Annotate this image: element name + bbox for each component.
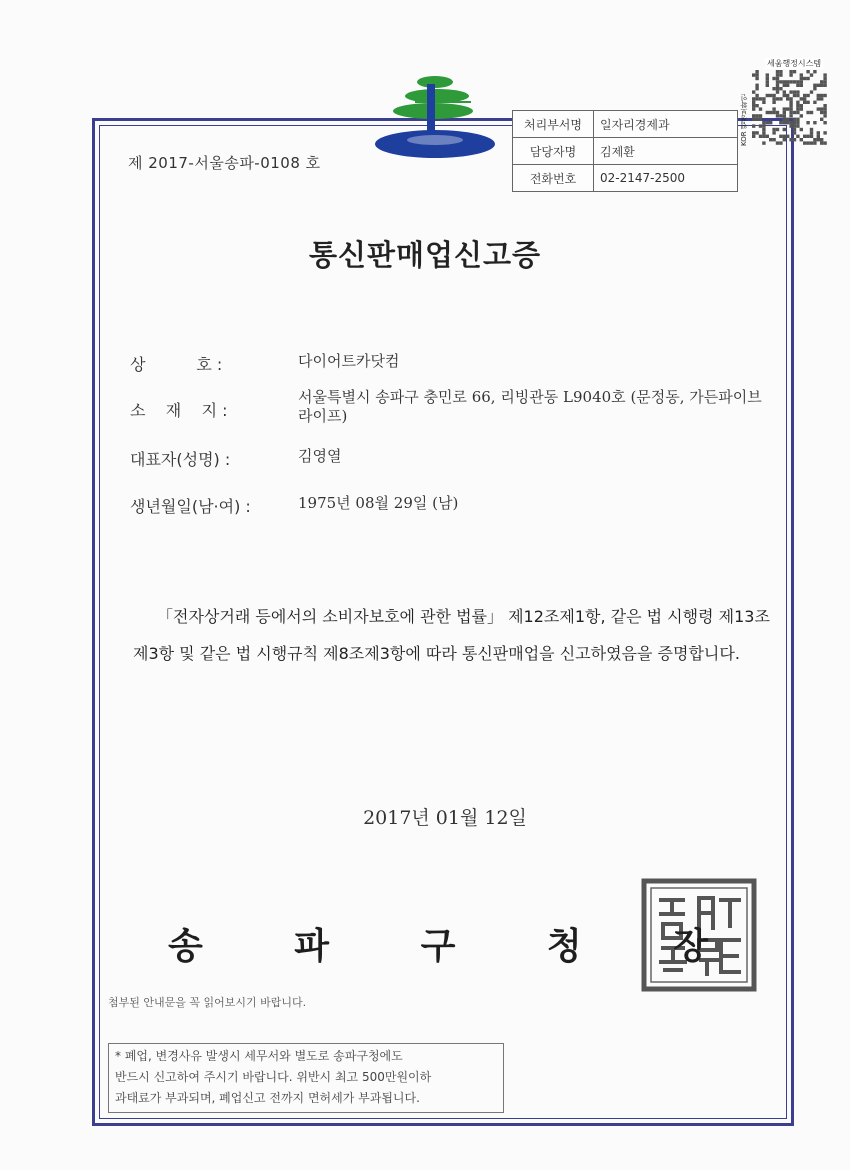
document-title: 통신판매업신고증 (308, 238, 542, 272)
field-value-representative: 김영열 (298, 447, 342, 465)
field-label-address: 소 재 지 : (130, 401, 228, 420)
contact-value: 김제환 (594, 138, 738, 165)
notice-line: * 폐업, 변경사유 발생시 세무서와 별도로 송파구청에도 (115, 1049, 403, 1063)
notice-box (108, 1043, 504, 1113)
contact-value: 일자리경제과 (594, 111, 738, 138)
issuer-char: 파 (294, 926, 330, 967)
contact-value: 02-2147-2500 (594, 165, 738, 192)
issuer-char: 청 (546, 926, 582, 967)
field-label-representative: 대표자(성명) : (130, 450, 231, 469)
verification-qr-code-icon[interactable] (738, 56, 828, 148)
field-label-trade-name: 상 호 : (130, 355, 223, 374)
issuer-name (168, 918, 708, 969)
contact-table (512, 110, 738, 192)
contact-row-department (513, 111, 738, 138)
field-value-address: 서울특별시 송파구 충민로 66, 리빙관동 L9040호 (문정동, 가든파이브라이프) (298, 388, 762, 425)
field-label-birthdate: 생년월일(남·여) : (130, 497, 251, 516)
contact-label: 처리부서명 (513, 111, 594, 138)
notice-line: 반드시 신고하여 주시기 바랍니다. 위반시 최고 500만원이하 (115, 1070, 432, 1084)
issuer-char: 송 (168, 926, 203, 967)
field-value-birthdate: 1975년 08월 29일 (남) (298, 494, 459, 512)
qr-side-label: KOR 웹정보확인 (740, 94, 748, 146)
document-number: 제 2017-서울송파-0108 호 (128, 154, 321, 172)
attachment-note: 첨부된 안내문을 꼭 읽어보시기 바랍니다. (108, 996, 307, 1009)
contact-row-phone (513, 165, 738, 192)
issuer-char: 장 (673, 926, 708, 967)
field-value-trade-name: 다이어트카닷컴 (298, 352, 400, 370)
government-emblem-icon (375, 70, 495, 165)
contact-label: 전화번호 (513, 165, 594, 192)
issue-date: 2017년 01월 12일 (363, 807, 527, 829)
qr-caption: 세움행정시스템 (767, 59, 822, 68)
contact-label: 담당자명 (513, 138, 594, 165)
certification-statement: 「전자상거래 등에서의 소비자보호에 관한 법률」 제12조제1항, 같은 법 시행령 제13조제3항 및 같은 법 시행규칙 제8조제3항에 따라 통신판매업을 신고하였음을 증명합니다. (133, 607, 770, 663)
notice-line: 과태료가 부과되며, 폐업신고 전까지 면허세가 부과됩니다. (115, 1091, 420, 1105)
contact-row-person (513, 138, 738, 165)
issuer-char: 구 (420, 926, 456, 967)
